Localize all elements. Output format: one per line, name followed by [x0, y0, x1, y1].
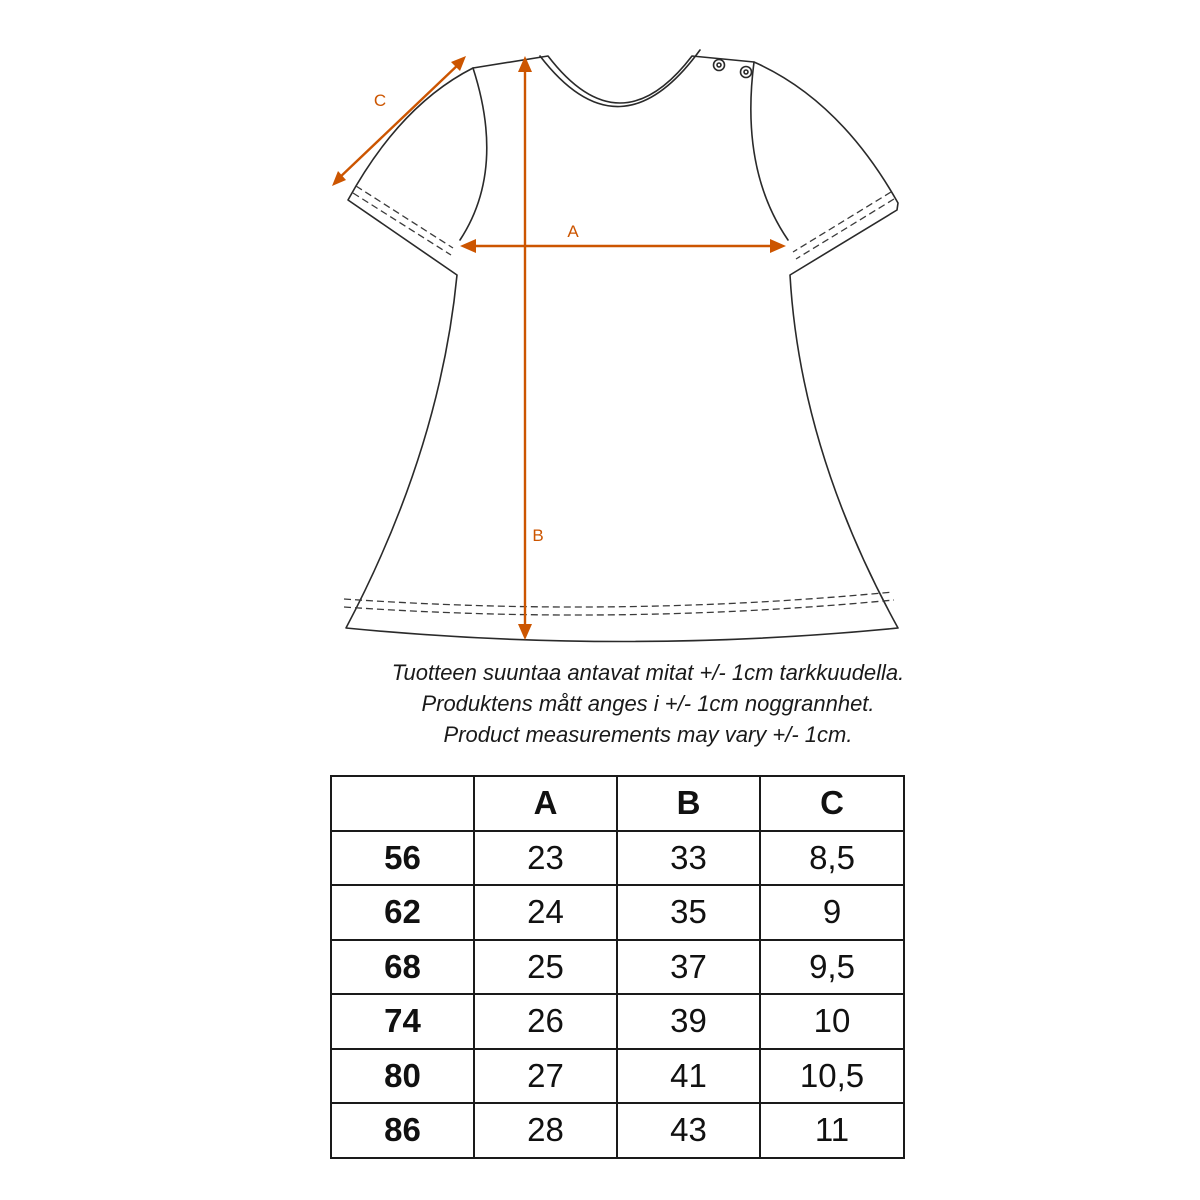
size-cell: 62	[331, 885, 474, 940]
size-cell: 86	[331, 1103, 474, 1158]
value-a: 28	[474, 1103, 617, 1158]
value-c: 9,5	[760, 940, 904, 995]
table-row	[331, 831, 904, 886]
table-row	[331, 994, 904, 1049]
header-b: B	[617, 776, 760, 831]
note-english: Product measurements may vary +/- 1cm.	[443, 722, 853, 747]
label-b: B	[532, 526, 544, 545]
right-sleeve-stitch	[796, 199, 894, 259]
measurement-b	[518, 56, 544, 640]
header-a: A	[474, 776, 617, 831]
measurement-c	[332, 56, 466, 186]
value-c: 10	[760, 994, 904, 1049]
hem-stitch	[344, 592, 893, 607]
header-corner	[331, 776, 474, 831]
value-b: 39	[617, 994, 760, 1049]
value-c: 8,5	[760, 831, 904, 886]
value-c: 9	[760, 885, 904, 940]
value-b: 41	[617, 1049, 760, 1104]
measurement-notes	[348, 657, 948, 750]
left-armhole-seam	[460, 68, 487, 240]
value-a: 27	[474, 1049, 617, 1104]
value-c: 10,5	[760, 1049, 904, 1104]
value-b: 37	[617, 940, 760, 995]
value-a: 23	[474, 831, 617, 886]
size-cell: 74	[331, 994, 474, 1049]
value-a: 24	[474, 885, 617, 940]
value-a: 26	[474, 994, 617, 1049]
right-armhole-seam	[751, 62, 788, 240]
value-a: 25	[474, 940, 617, 995]
table-row	[331, 940, 904, 995]
value-b: 35	[617, 885, 760, 940]
size-cell: 56	[331, 831, 474, 886]
left-sleeve-stitch	[353, 193, 451, 255]
neck-band	[540, 50, 700, 107]
header-c: C	[760, 776, 904, 831]
label-a: A	[567, 222, 579, 241]
size-table	[330, 775, 905, 1159]
size-cell: 68	[331, 940, 474, 995]
value-c: 11	[760, 1103, 904, 1158]
snap-button-icon	[741, 67, 752, 78]
table-row	[331, 1103, 904, 1158]
snap-buttons	[714, 60, 752, 78]
dress-outline	[346, 56, 898, 642]
table-row	[331, 1049, 904, 1104]
note-swedish: Produktens mått anges i +/- 1cm noggrannhet.	[421, 691, 875, 716]
value-b: 33	[617, 831, 760, 886]
size-cell: 80	[331, 1049, 474, 1104]
measurement-a	[460, 222, 786, 253]
snap-button-icon	[714, 60, 725, 71]
value-b: 43	[617, 1103, 760, 1158]
label-c: C	[373, 91, 387, 110]
note-finnish: Tuotteen suuntaa antavat mitat +/- 1cm tarkkuudella.	[391, 660, 905, 685]
table-header-row	[331, 776, 904, 831]
hem-stitch	[344, 600, 894, 615]
table-row	[331, 885, 904, 940]
